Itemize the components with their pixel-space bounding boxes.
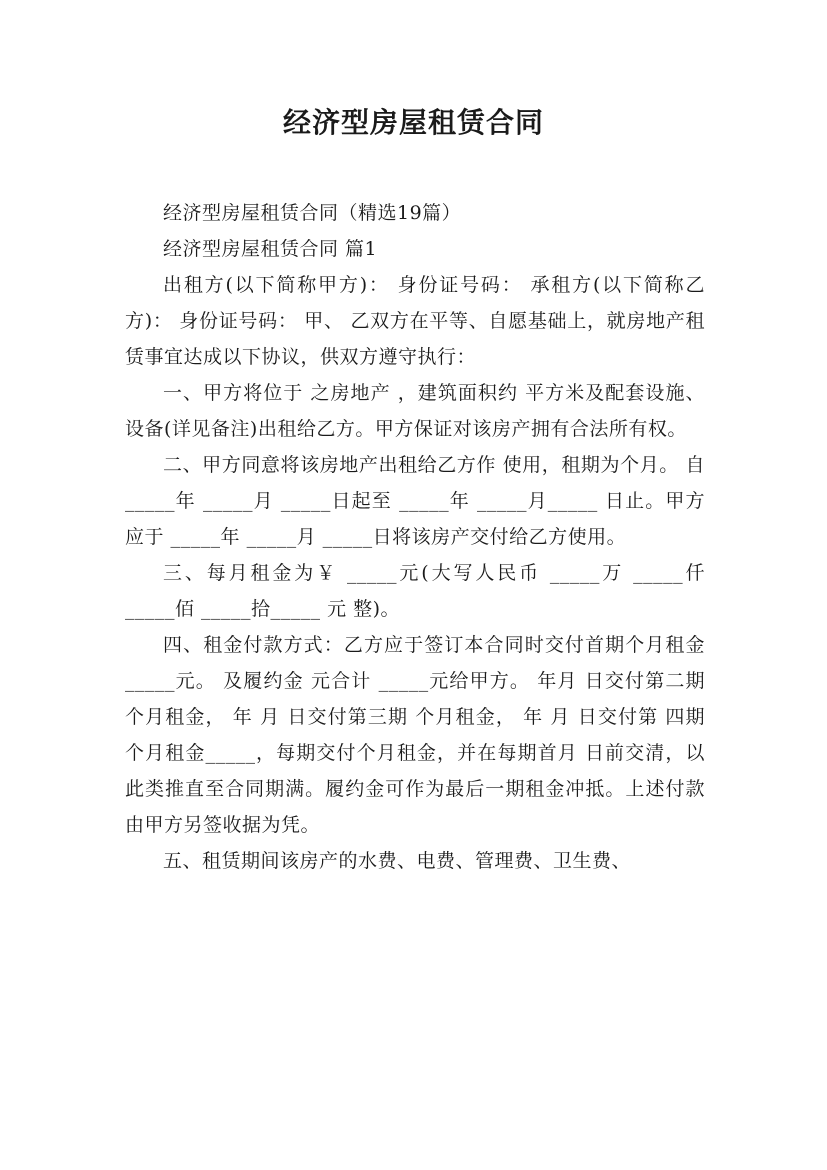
paragraph-clause-1: 一、甲方将位于 之房地产 ，建筑面积约 平方米及配套设施、设备(详见备注)出租给乙方。甲方保证对该房产拥有合法所有权。 [125, 382, 705, 440]
paragraph-parties: 出租方(以下简称甲方)： 身份证号码： 承租方(以下简称乙方)： 身份证号码： 甲、 乙双方在平等、自愿基础上，就房地产租赁事宜达成以下协议，供双方遵守执行： [125, 274, 705, 368]
paragraph-clause-2: 二、甲方同意将该房地产出租给乙方作 使用，租期为个月。 自 _____年 _____月 _____日起至 _____年 _____月_____ 日止。甲方应于 _____年 _____月 _____日将该房产交付给乙方使用。 [125, 454, 712, 548]
paragraph-subtitle: 经济型房屋租赁合同（精选19篇） [163, 202, 462, 224]
document-title: 经济型房屋租赁合同 [282, 106, 544, 139]
paragraph-section-heading: 经济型房屋租赁合同 篇1 [163, 238, 378, 260]
paragraph-clause-3: 三、每月租金为￥ _____元(大写人民币 _____万 _____仟 _____佰 _____拾_____ 元 整)。 [125, 562, 712, 620]
paragraph-clause-5: 五、租赁期间该房产的水费、电费、管理费、卫生费、 [163, 850, 632, 872]
document-body [125, 195, 712, 879]
paragraph-clause-4: 四、租金付款方式：乙方应于签订本合同时交付首期个月租金_____元。 及履约金 元合计 _____元给甲方。 年月 日交付第二期 个月租金， 年 月 日交付第三期 个月租金， 年 月 日交付第 四期 个月租金_____，每期交付个月租金，并在每期首月 日前交清，以此类推直至合同期满。履约金可作为最后一期租金冲抵。上述付款由甲方另签收据为凭。 [125, 634, 712, 836]
